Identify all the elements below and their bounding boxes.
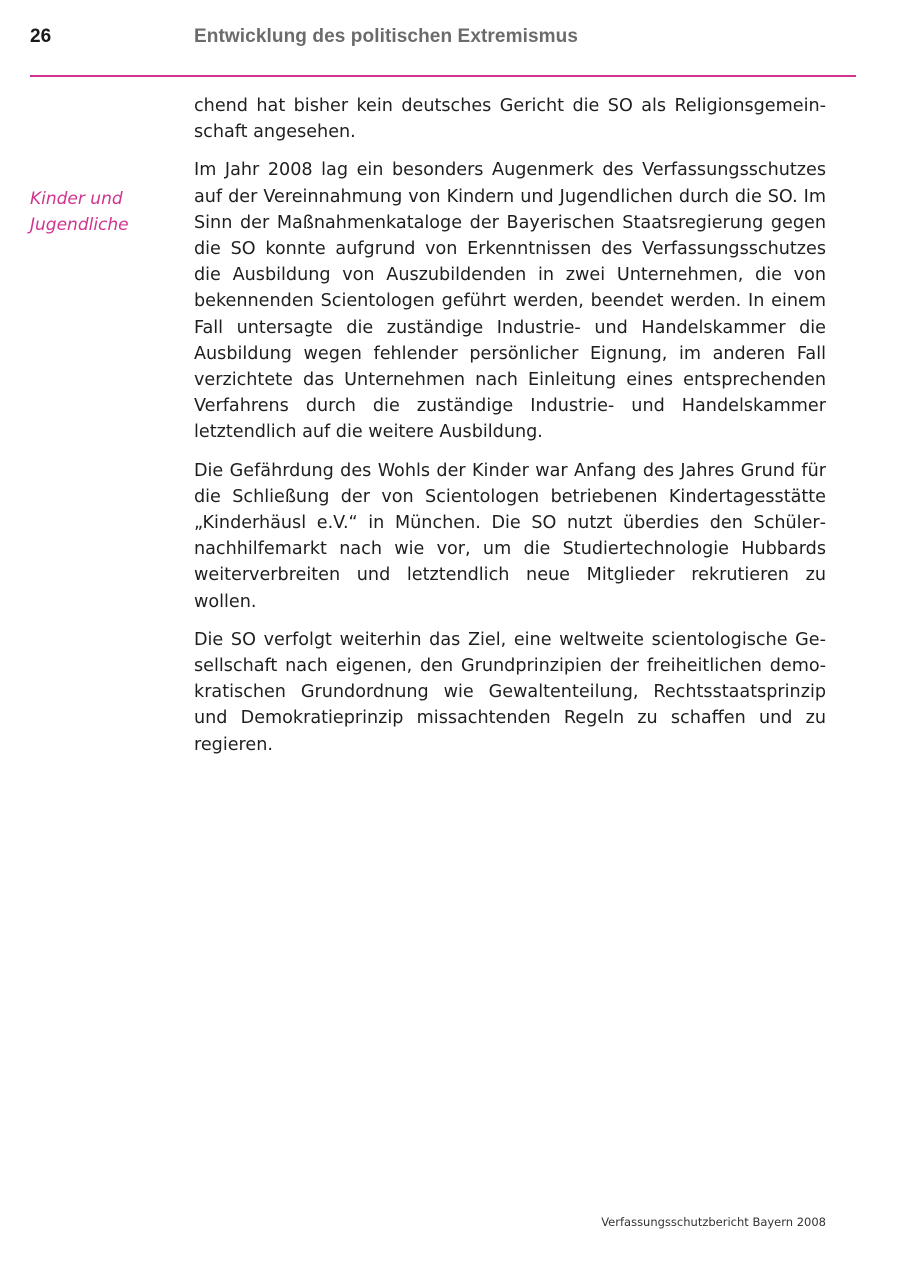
margin-note-line: Kinder und xyxy=(30,189,123,209)
running-title: Entwicklung des politischen Extremismus xyxy=(194,26,578,47)
header-rule xyxy=(30,75,856,77)
paragraph: Die SO verfolgt weiterhin das Ziel, eine weltweite scientologische Gesellschaft nach eigenen, den Grundprinzipien der freiheitlichen demokratischen Grundordnung wie Gewaltenteilung, Rechtsstaatsprinzip und Demokratieprinzip missachtenden Regeln zu schaffen und zu regieren. xyxy=(194,629,826,755)
page-header xyxy=(30,24,826,52)
paragraph: Die Gefährdung des Wohls der Kinder war Anfang des Jahres Grund für die Schließung der von Scientologen betriebenen Kindertagesstätte „Kinderhäusl e.V.“ in München. Die SO nutzt überdies den Schülernachhilfemarkt nach wie vor, um die Studiertechnologie Hubbards weiterverbreiten und letztendlich neue Mitglieder rekrutieren zu wollen. xyxy=(194,460,826,612)
page-footer: Verfassungsschutzbericht Bayern 2008 xyxy=(601,1215,826,1229)
paragraph: chend hat bisher kein deutsches Gericht die SO als Religionsgemeinschaft angesehen. xyxy=(194,96,826,143)
margin-note-line: Jugendliche xyxy=(30,215,129,235)
paragraph: Im Jahr 2008 lag ein besonders Augenmerk des Verfassungsschutzes auf der Vereinnahmung von Kindern und Jugendlichen durch die SO. Im Sinn der Maßnahmenkataloge der Bayerischen Staatsregierung gegen die SO konnte aufgrund von Erkenntnissen des Verfassungsschutzes die Ausbildung von Auszubildenden in zwei Unternehmen, die von bekennenden Scientologen geführt werden, beendet werden. In einem Fall untersagte die zuständige Industrie- und Handelskammer die Ausbildung wegen fehlender persönlicher Eignung, im anderen Fall verzichtete das Unternehmen nach Einleitung eines entsprechenden Verfahrens durch die zuständige Industrie- und Handelskammer letztendlich auf die weitere Ausbildung. xyxy=(194,160,826,443)
page-number: 26 xyxy=(30,26,52,47)
body-text xyxy=(194,93,826,770)
margin-note xyxy=(30,186,170,238)
